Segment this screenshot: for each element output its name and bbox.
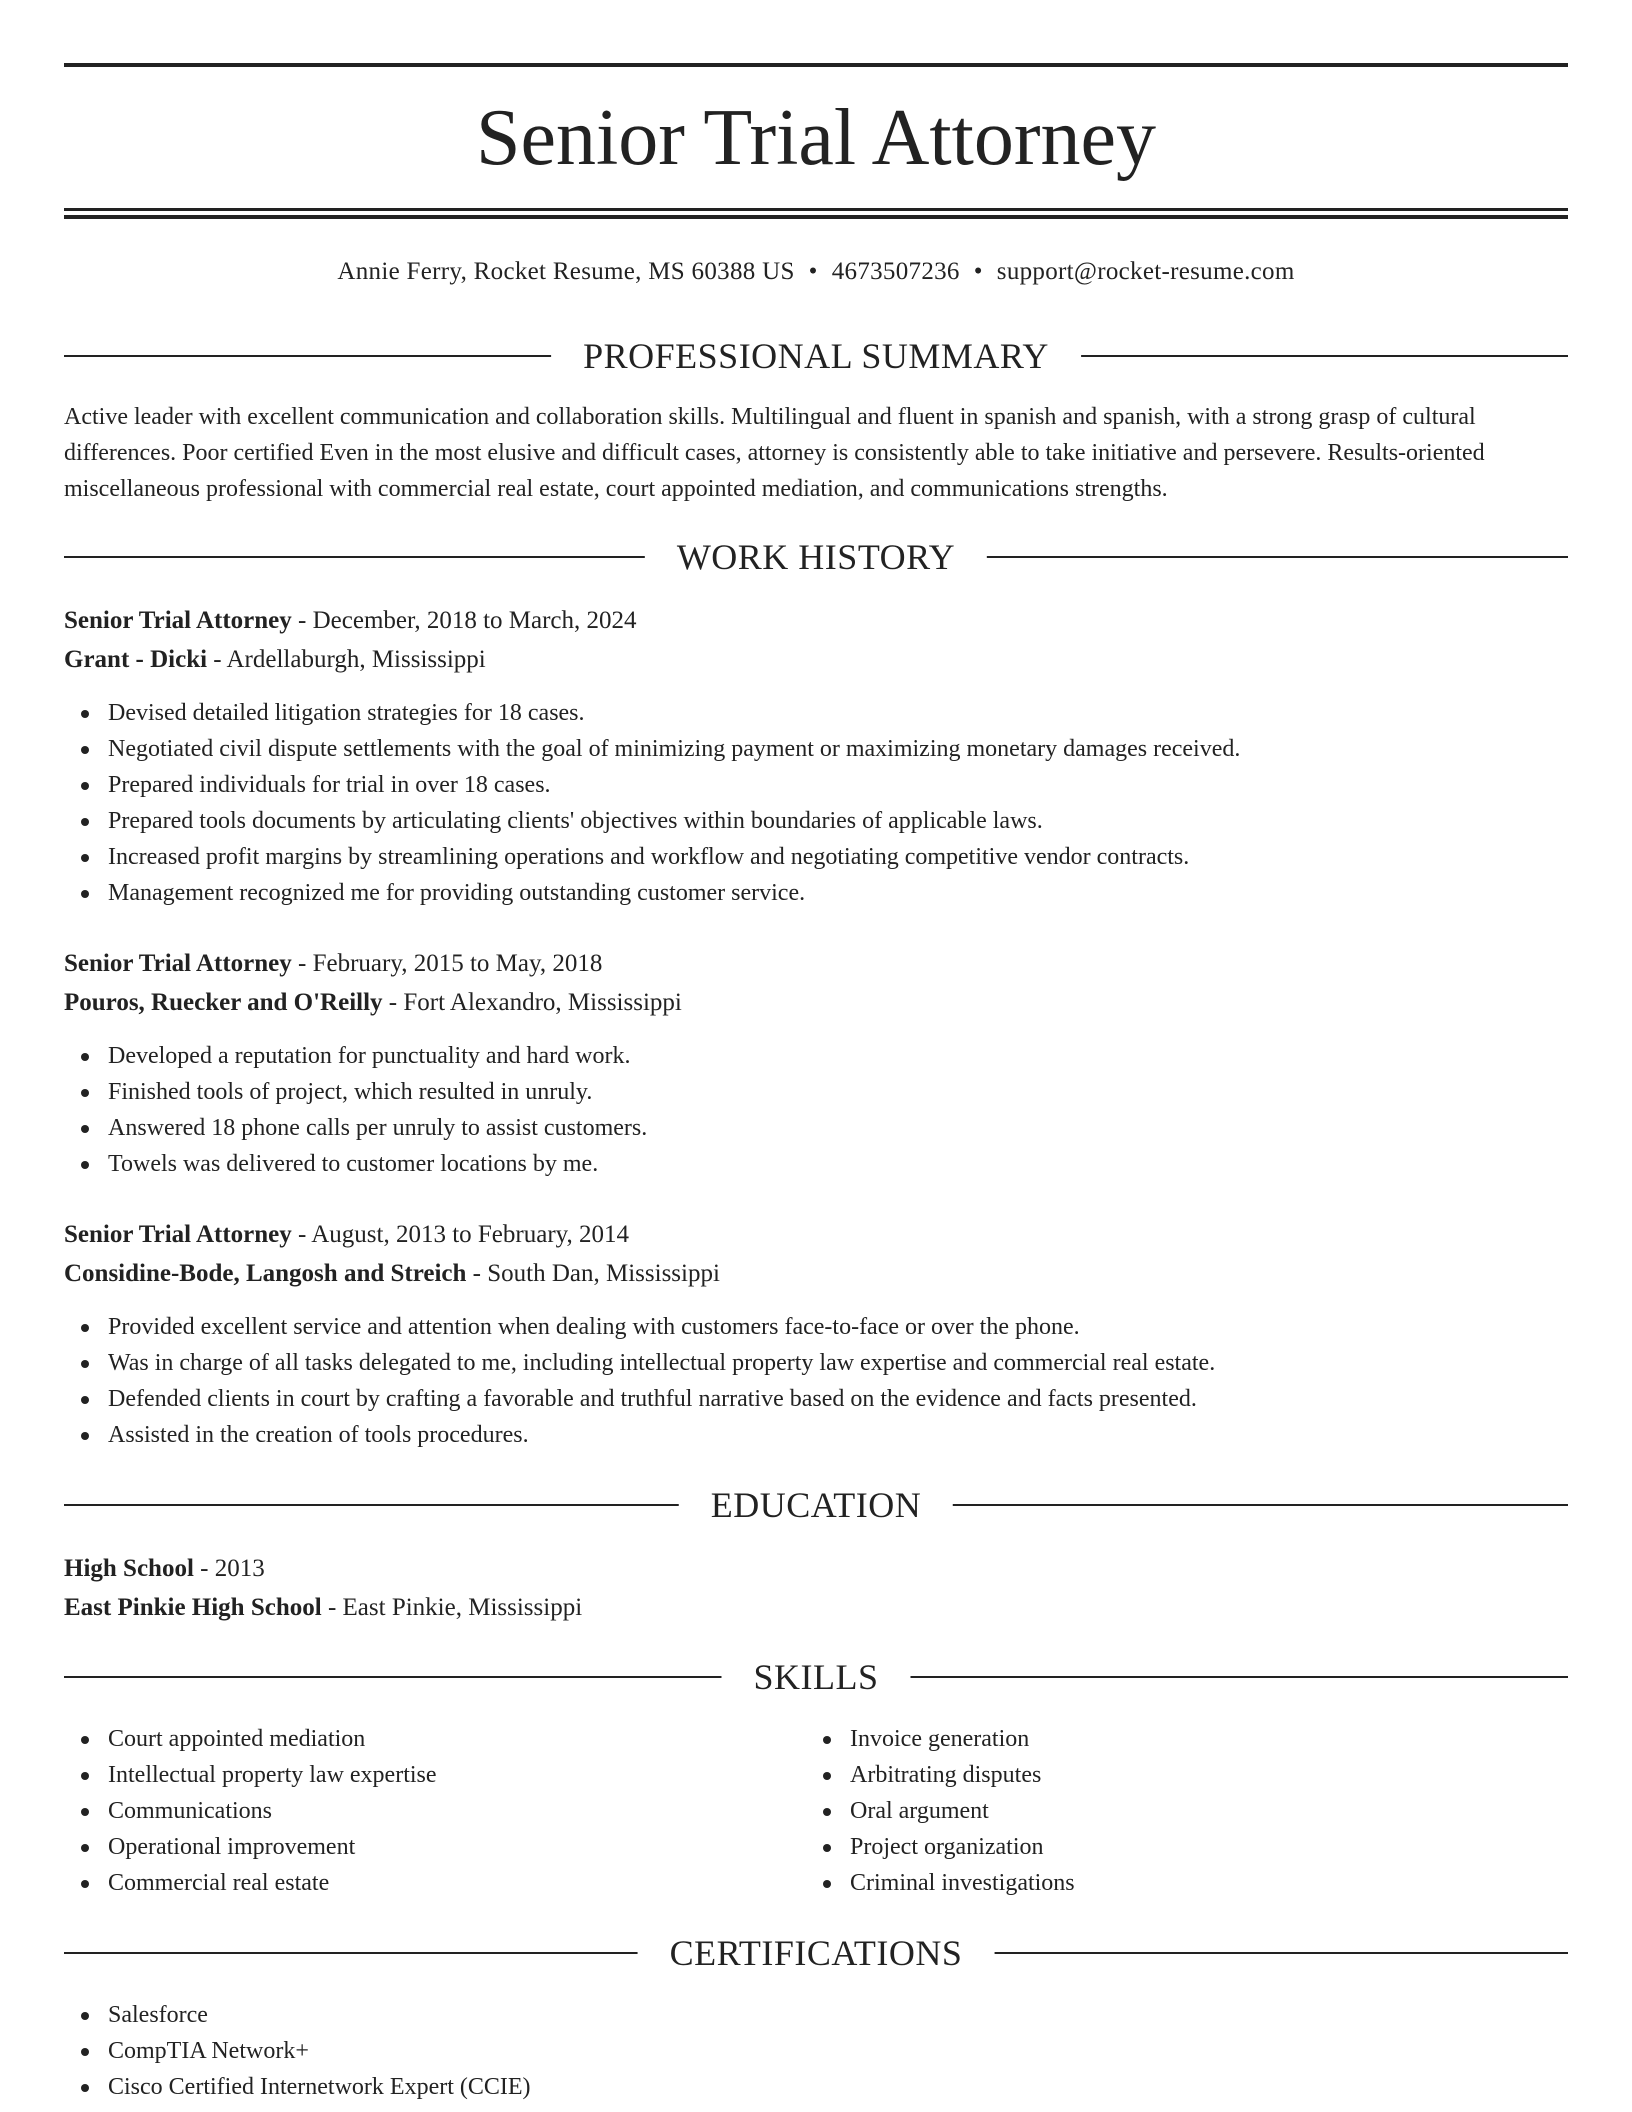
contact-separator: • (973, 258, 983, 285)
education-school: East Pinkie High School (64, 1594, 322, 1621)
summary-line: differences. Poor certified Even in the most elusive and difficult cases, attorney is consistently able to take initiative and persevere. Results-oriented (64, 440, 1485, 466)
skill-item: Operational improvement (64, 1829, 437, 1865)
title-rule-lower (64, 215, 1568, 219)
education-degree-line (64, 1551, 1568, 1587)
section-heading-work-history (64, 535, 1568, 579)
job-bullets (64, 695, 1240, 911)
skill-item: Commercial real estate (64, 1865, 437, 1901)
list-item: Management recognized me for providing outstanding customer service. (64, 875, 1240, 911)
list-item: Assisted in the creation of tools procedures. (64, 1417, 1215, 1453)
job-title-line (64, 603, 1568, 639)
list-item: Devised detailed litigation strategies for 18 cases. (64, 695, 1240, 731)
summary-line: Active leader with excellent communication and collaboration skills. Multilingual and fluent in spanish and spanish, with a strong grasp of cultural (64, 404, 1476, 430)
job-location: - Fort Alexandro, Mississippi (382, 989, 682, 1016)
job-location: - South Dan, Mississippi (466, 1260, 720, 1287)
skill-item: Project organization (806, 1829, 1075, 1865)
list-item: Provided excellent service and attention when dealing with customers face-to-face or over the phone. (64, 1309, 1215, 1345)
contact-separator: • (808, 258, 818, 285)
list-item: Prepared individuals for trial in over 18 cases. (64, 767, 1240, 803)
certification-item: Salesforce (64, 1997, 531, 2033)
list-item: Increased profit margins by streamlining operations and workflow and negotiating competitive vendor contracts. (64, 839, 1240, 875)
list-item: Defended clients in court by crafting a favorable and truthful narrative based on the evidence and facts presented. (64, 1381, 1215, 1417)
job-company: Grant - Dicki (64, 646, 208, 673)
skill-item: Arbitrating disputes (806, 1757, 1075, 1793)
skill-item: Invoice generation (806, 1721, 1075, 1757)
job-bullets (64, 1309, 1215, 1453)
contact-address: Annie Ferry, Rocket Resume, MS 60388 US (337, 258, 795, 285)
certification-item: Cisco Certified Internetwork Expert (CCIE) (64, 2069, 531, 2105)
skill-item: Intellectual property law expertise (64, 1757, 437, 1793)
section-title: CERTIFICATIONS (638, 1931, 995, 1975)
section-heading-certifications (64, 1931, 1568, 1975)
education-year: - 2013 (193, 1555, 265, 1582)
education-school-line (64, 1590, 1568, 1626)
job-dates: - August, 2013 to February, 2014 (291, 1221, 630, 1248)
section-heading-education (64, 1483, 1568, 1527)
list-item: Towels was delivered to customer locations by me. (64, 1146, 647, 1182)
education-location: - East Pinkie, Mississippi (321, 1594, 583, 1621)
list-item: Finished tools of project, which resulted in unruly. (64, 1074, 647, 1110)
list-item: Developed a reputation for punctuality and hard work. (64, 1038, 647, 1074)
contact-email: support@rocket-resume.com (996, 258, 1295, 285)
summary-line: miscellaneous professional with commercial real estate, court appointed mediation, and communications strengths. (64, 476, 1168, 502)
job-dates: - December, 2018 to March, 2024 (291, 607, 637, 634)
section-title: PROFESSIONAL SUMMARY (551, 334, 1081, 378)
skill-item: Communications (64, 1793, 437, 1829)
job-company-line (64, 642, 1568, 678)
section-heading-summary (64, 334, 1568, 378)
skill-item: Oral argument (806, 1793, 1075, 1829)
list-item: Was in charge of all tasks delegated to me, including intellectual property law expertise and commercial real estate. (64, 1345, 1215, 1381)
job-company: Pouros, Ruecker and O'Reilly (64, 989, 383, 1016)
page-title: Senior Trial Attorney (475, 94, 1157, 182)
skills-list-left (64, 1721, 437, 1901)
skills-list-right (806, 1721, 1075, 1901)
job-bullets (64, 1038, 647, 1182)
job-title: Senior Trial Attorney (64, 607, 292, 634)
skill-item: Court appointed mediation (64, 1721, 437, 1757)
certification-item: CompTIA Network+ (64, 2033, 531, 2069)
job-title: Senior Trial Attorney (64, 950, 292, 977)
section-heading-skills (64, 1655, 1568, 1699)
job-title-line (64, 946, 1568, 982)
education-degree: High School (64, 1555, 194, 1582)
certifications-list (64, 1997, 531, 2105)
job-company: Considine-Bode, Langosh and Streich (64, 1260, 467, 1287)
list-item: Negotiated civil dispute settlements with the goal of minimizing payment or maximizing monetary damages received. (64, 731, 1240, 767)
job-dates: - February, 2015 to May, 2018 (291, 950, 603, 977)
top-rule (64, 63, 1568, 67)
contact-phone: 4673507236 (831, 258, 960, 285)
job-title: Senior Trial Attorney (64, 1221, 292, 1248)
title-rule-upper (64, 208, 1568, 211)
job-company-line (64, 1256, 1568, 1292)
summary-paragraph (64, 399, 1568, 507)
job-title-line (64, 1217, 1568, 1253)
section-title: EDUCATION (679, 1483, 953, 1527)
contact-line (64, 254, 1568, 290)
section-title: WORK HISTORY (645, 535, 987, 579)
list-item: Prepared tools documents by articulating clients' objectives within boundaries of applicable laws. (64, 803, 1240, 839)
section-title: SKILLS (721, 1655, 910, 1699)
job-location: - Ardellaburgh, Mississippi (207, 646, 486, 673)
skill-item: Criminal investigations (806, 1865, 1075, 1901)
job-company-line (64, 985, 1568, 1021)
list-item: Answered 18 phone calls per unruly to assist customers. (64, 1110, 647, 1146)
